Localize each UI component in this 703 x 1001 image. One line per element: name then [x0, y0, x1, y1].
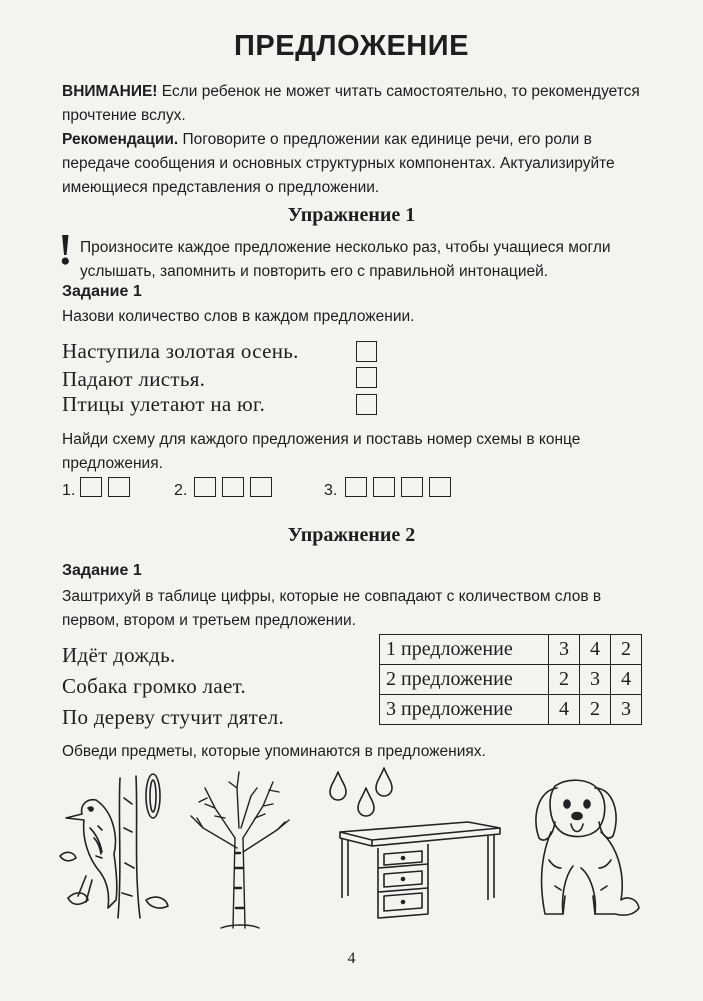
table-cell[interactable]: 2	[611, 635, 642, 665]
ex2-sentence-2: Собака громко лает.	[62, 674, 247, 698]
scheme-3-cell	[373, 477, 395, 497]
answer-box-3[interactable]	[356, 394, 377, 415]
attention-paragraph	[62, 80, 642, 128]
table-cell[interactable]: 3	[549, 635, 580, 665]
scheme-2-cell	[194, 477, 216, 497]
rain-desk-picture[interactable]	[318, 768, 503, 923]
ex1-sentence-2: Падают листья.	[62, 367, 206, 391]
scheme-3-label: 3.	[324, 482, 338, 499]
table-row-label: 2 предложение	[380, 665, 549, 695]
scheme-3-cell	[345, 477, 367, 497]
answer-box-1[interactable]	[356, 341, 377, 362]
ex1-sentence-1: Наступила золотая осень.	[62, 339, 299, 363]
puppy-picture[interactable]	[515, 776, 645, 921]
scheme-2-cell	[250, 477, 272, 497]
scheme-3-cell	[429, 477, 451, 497]
table-cell[interactable]: 3	[611, 695, 642, 725]
count-table	[379, 634, 642, 725]
ex1-sentence-3: Птицы улетают на юг.	[62, 392, 266, 416]
scheme-1-label: 1.	[62, 482, 76, 499]
scheme-1-cell	[108, 477, 130, 497]
scheme-instruction: Найди схему для каждого предложения и поставь номер схемы в конце предложения.	[62, 431, 581, 472]
exercise1-note: Произносите каждое предложение несколько раз, чтобы учащиеся могли услышать, запомнить и повторить его с правильной интонацией.	[80, 239, 611, 280]
table-row	[380, 665, 642, 695]
attention-text: Если ребенок не может читать самостоятельно, то рекомендуется прочтение вслух.	[62, 83, 640, 124]
table-cell[interactable]: 4	[611, 665, 642, 695]
circle-instruction: Обведи предметы, которые упоминаются в предложениях.	[62, 743, 486, 760]
table-cell[interactable]: 2	[580, 695, 611, 725]
table-row	[380, 635, 642, 665]
page-title: ПРЕДЛОЖЕНИЕ	[234, 30, 469, 62]
birch-tree-picture[interactable]	[185, 768, 295, 930]
exercise2-heading: Упражнение 2	[287, 524, 416, 546]
table-row	[380, 695, 642, 725]
table-row-label: 1 предложение	[380, 635, 549, 665]
page-number: 4	[347, 950, 356, 967]
exercise2-task-text: Заштрихуй в таблице цифры, которые не совпадают с количеством слов в первом, втором и третьем предложении.	[62, 588, 602, 629]
woodpecker-picture[interactable]	[58, 768, 178, 928]
answer-box-2[interactable]	[356, 367, 377, 388]
scheme-2-cell	[222, 477, 244, 497]
recommendations-text: Поговорите о предложении как единице речи, его роли в передаче сообщения и основных структурных компонентах. Актуализируйте имеющиеся представления о предложении.	[62, 131, 615, 196]
scheme-3-cell	[401, 477, 423, 497]
scheme-1-cell	[80, 477, 102, 497]
table-row-label: 3 предложение	[380, 695, 549, 725]
exclamation-icon: !	[58, 225, 73, 274]
attention-label: ВНИМАНИЕ!	[62, 83, 158, 100]
table-cell[interactable]: 2	[549, 665, 580, 695]
exercise1-task-label: Задание 1	[62, 283, 142, 300]
exercise1-task-text: Назови количество слов в каждом предложении.	[62, 308, 415, 325]
ex2-sentence-1: Идёт дождь.	[62, 643, 176, 667]
scheme-2-label: 2.	[174, 482, 188, 499]
exercise1-heading: Упражнение 1	[287, 204, 416, 226]
table-cell[interactable]: 3	[580, 665, 611, 695]
exercise2-task-label: Задание 1	[62, 562, 142, 579]
table-cell[interactable]: 4	[580, 635, 611, 665]
recommendations-label: Рекомендации.	[62, 131, 179, 148]
ex2-sentence-3: По дереву стучит дятел.	[62, 705, 285, 729]
recommendations-paragraph	[62, 128, 642, 200]
table-cell[interactable]: 4	[549, 695, 580, 725]
